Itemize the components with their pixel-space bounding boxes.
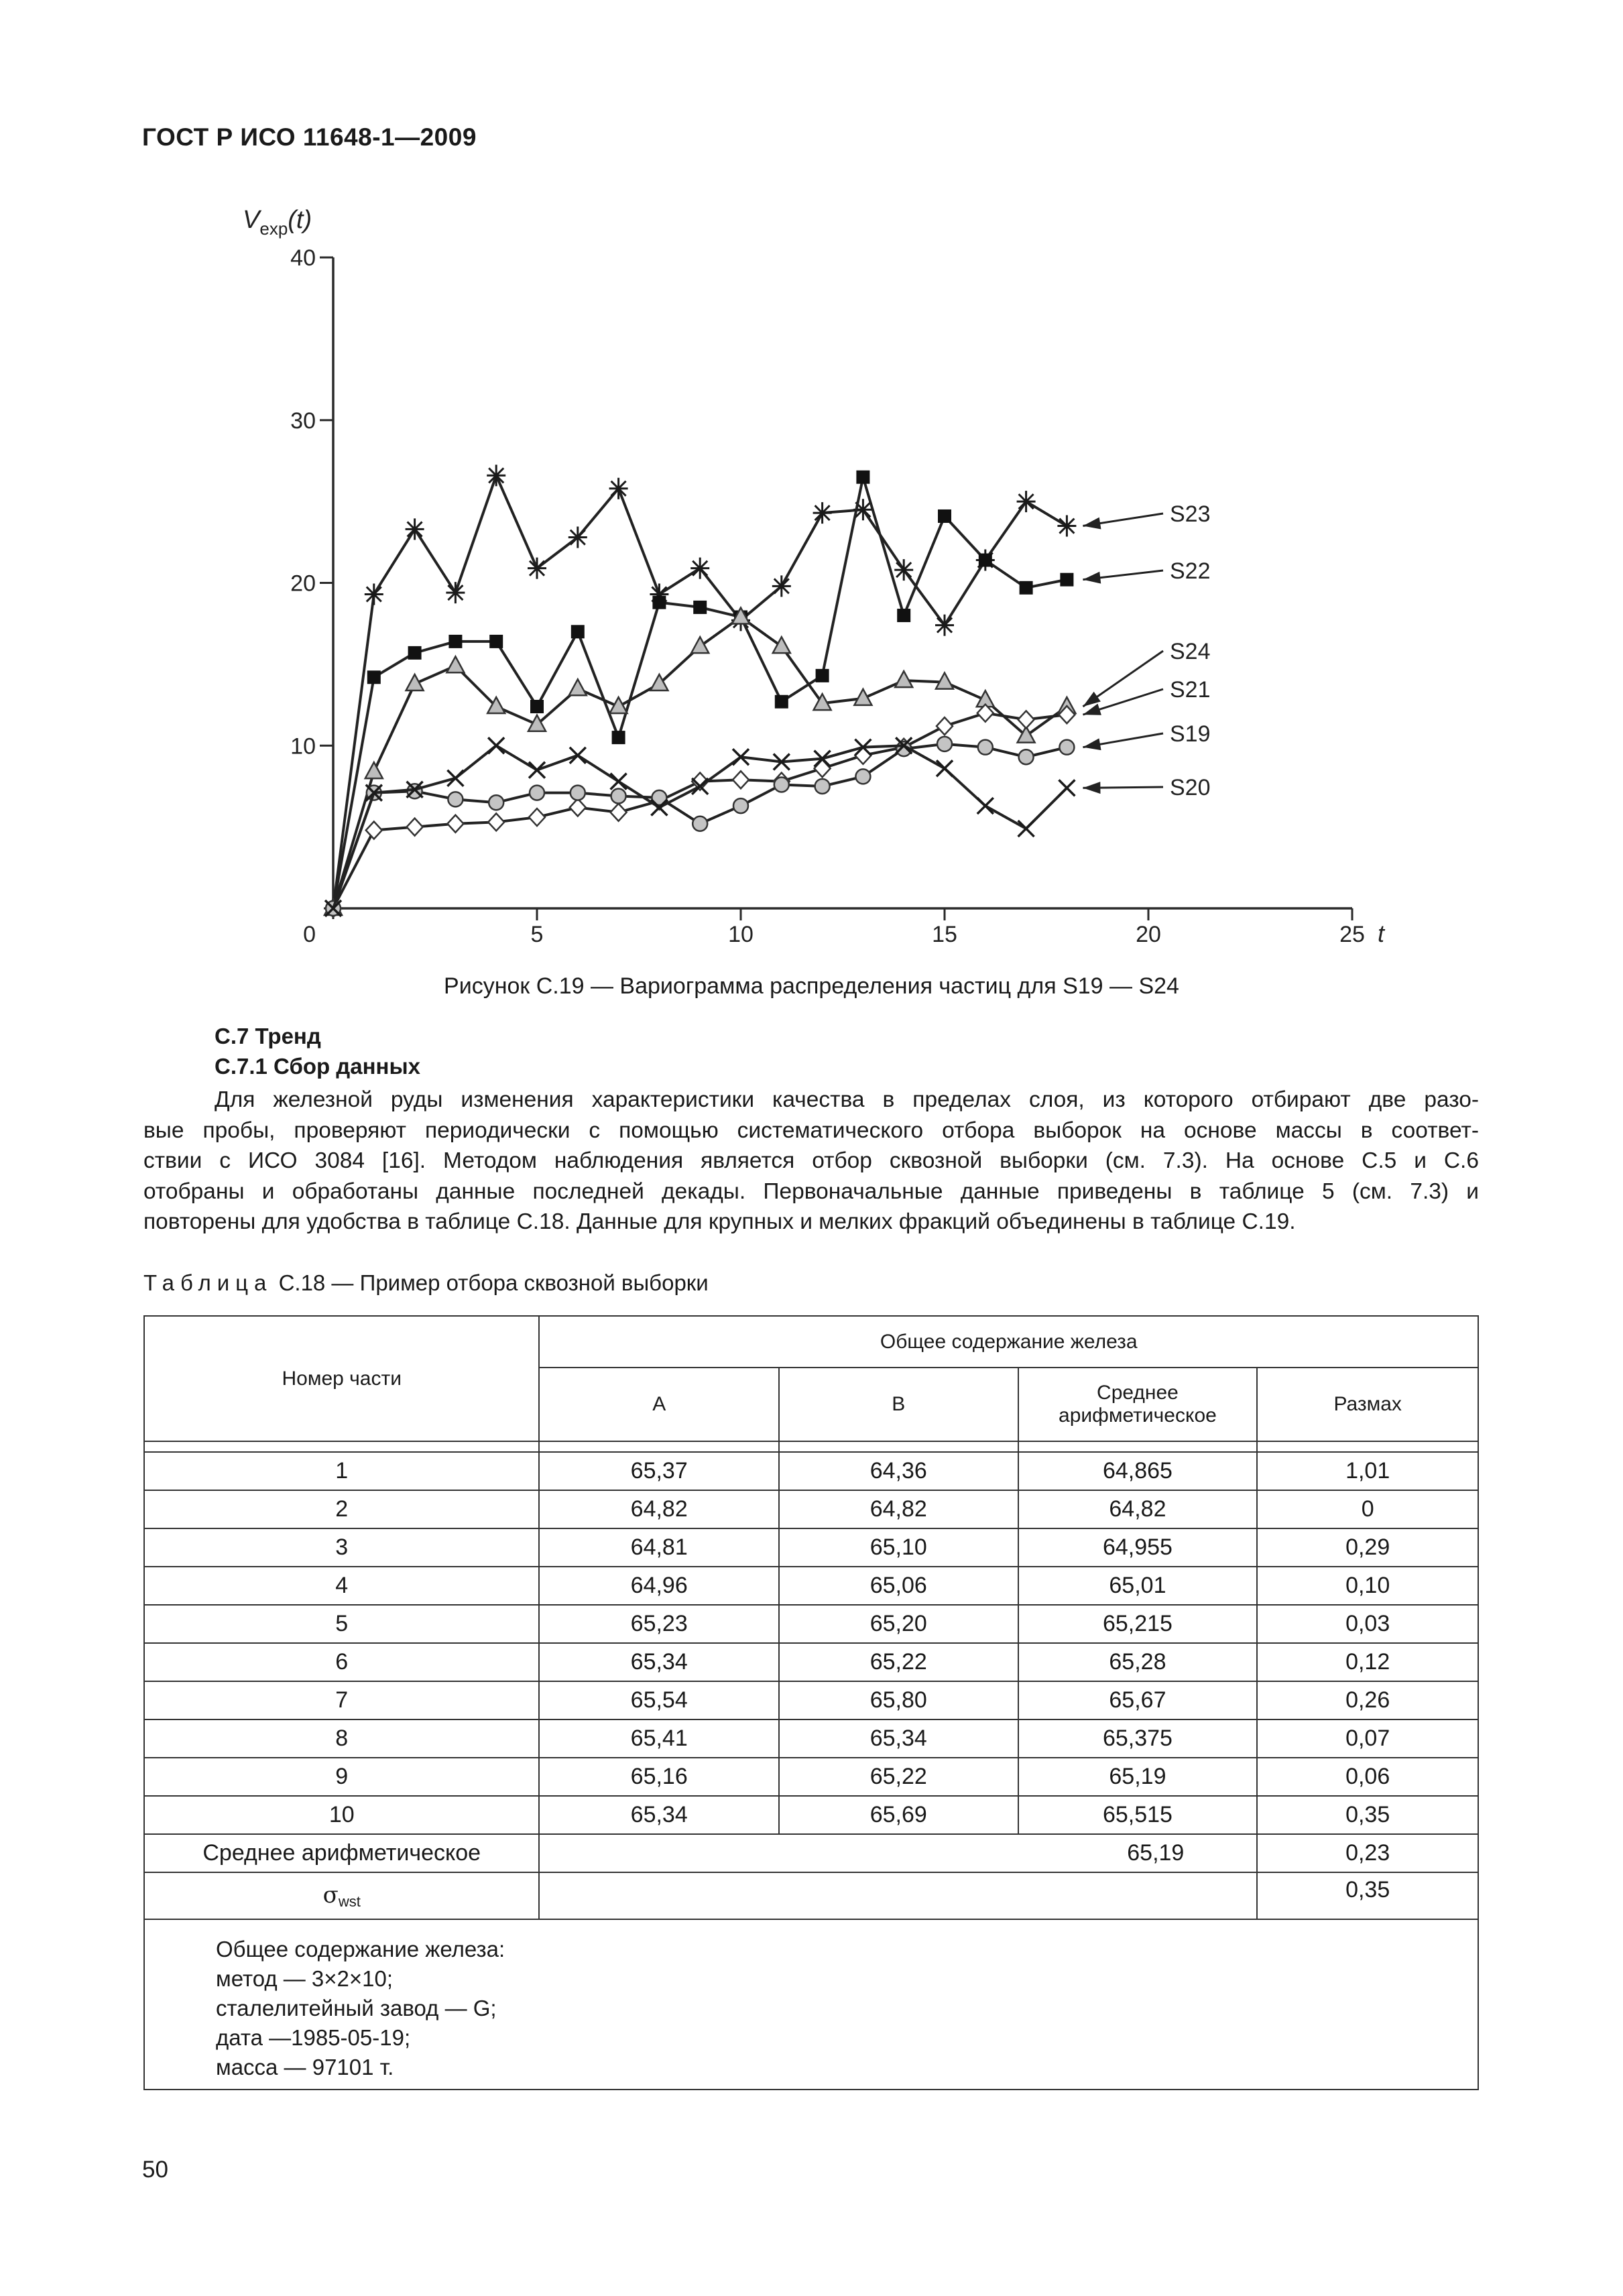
data-point: [611, 789, 626, 804]
data-point: [446, 582, 465, 603]
cell-range: 0,35: [1257, 1796, 1478, 1834]
cell-b: 65,69: [779, 1796, 1018, 1834]
cell-range: 0: [1257, 1490, 1478, 1528]
legend-label-s21: S21: [1170, 677, 1211, 703]
sigma-symbol: σ: [322, 1881, 339, 1909]
note-line: сталелитейный завод — G;: [216, 1996, 497, 2020]
note-line: метод — 3×2×10;: [216, 1966, 394, 1991]
header-mean-line1: Среднее: [1097, 1382, 1179, 1404]
data-point: [528, 558, 546, 579]
table-row: [144, 1528, 1478, 1567]
cell-range: 0,07: [1257, 1719, 1478, 1758]
data-point: [570, 747, 586, 764]
table-row: [144, 1758, 1478, 1796]
data-point: [978, 740, 993, 755]
table-row: [144, 1719, 1478, 1758]
data-point: [1059, 740, 1074, 755]
data-point: [937, 717, 953, 735]
cell-range: 0,12: [1257, 1643, 1478, 1681]
data-point: [894, 559, 913, 581]
data-point: [569, 679, 587, 695]
cell-b: 65,80: [779, 1681, 1018, 1719]
legend-arrowhead: [1083, 738, 1101, 750]
cell-b: 65,20: [779, 1605, 1018, 1643]
header-mean: [1018, 1368, 1258, 1441]
header-a: А: [539, 1368, 779, 1441]
y-tick-label: 20: [290, 570, 316, 597]
cell-part: 10: [144, 1796, 539, 1834]
series-s23: [324, 465, 1076, 919]
figure-caption: Рисунок С.19 — Вариограмма распределения частиц для S19 — S24: [444, 973, 1179, 999]
data-point: [856, 471, 869, 484]
data-point: [895, 671, 912, 687]
series-line: [333, 475, 1067, 908]
data-point: [977, 798, 994, 814]
data-point: [733, 771, 749, 788]
x-tick-label: 20: [1136, 922, 1161, 947]
page-number: 50: [142, 2157, 168, 2183]
chart-series: [324, 465, 1076, 919]
data-point: [733, 798, 748, 813]
cell-b: 65,22: [779, 1643, 1018, 1681]
cell-mean: 65,375: [1018, 1719, 1258, 1758]
data-point: [448, 792, 463, 806]
data-point: [1018, 821, 1034, 837]
cell-b: 65,06: [779, 1567, 1018, 1605]
table-row: [144, 1452, 1478, 1490]
series-s21: [325, 705, 1075, 917]
header-b: В: [779, 1368, 1018, 1441]
x-tick-label: 15: [932, 922, 957, 947]
data-point: [690, 558, 709, 579]
series-line: [333, 477, 1067, 908]
chart-legend: [1083, 501, 1210, 800]
table-caption-text: С.18 — Пример отбора сквозной выборки: [278, 1270, 709, 1295]
data-point: [774, 778, 789, 792]
cell-mean: 65,215: [1018, 1605, 1258, 1643]
data-point: [935, 615, 954, 636]
data-point: [1057, 516, 1076, 537]
table-row: [144, 1490, 1478, 1528]
sigma-label: [144, 1872, 539, 1919]
header-part-number: Номер части: [144, 1316, 539, 1441]
subsection-title: С.7.1 Сбор данных: [215, 1054, 421, 1079]
data-point: [609, 478, 628, 499]
cell-a: 64,96: [539, 1567, 779, 1605]
data-point: [773, 637, 790, 653]
cell-mean: 64,955: [1018, 1528, 1258, 1567]
cell-part: 4: [144, 1567, 539, 1605]
legend-arrowhead: [1083, 782, 1100, 794]
cell-mean: 64,82: [1018, 1490, 1258, 1528]
cell-mean: 65,19: [1018, 1758, 1258, 1796]
legend-arrowhead: [1083, 692, 1100, 707]
body-paragraph: [143, 1085, 1479, 1237]
data-point: [937, 737, 952, 751]
data-point: [568, 527, 587, 548]
data-point: [815, 760, 831, 777]
table-row: [144, 1681, 1478, 1719]
data-point: [611, 804, 627, 821]
series-s22: [326, 471, 1073, 915]
data-point: [938, 509, 951, 523]
sampling-table: [143, 1315, 1479, 2090]
data-point: [1017, 491, 1036, 512]
x-tick-label: 5: [530, 922, 544, 947]
header-range: Размах: [1257, 1368, 1478, 1441]
data-point: [1020, 581, 1033, 595]
cell-mean: 65,01: [1018, 1567, 1258, 1605]
data-point: [448, 635, 462, 648]
data-point: [1019, 749, 1034, 764]
x-tick-label: 0: [303, 922, 316, 947]
data-point: [446, 656, 464, 672]
y-tick-label: 40: [290, 245, 316, 271]
cell-mean: 65,67: [1018, 1681, 1258, 1719]
data-point: [611, 774, 627, 790]
cell-b: 65,10: [779, 1528, 1018, 1567]
variogram-chart: [0, 0, 1623, 965]
cell-part: 3: [144, 1528, 539, 1567]
cell-mean: 65,28: [1018, 1643, 1258, 1681]
note-line: дата —1985-05-19;: [216, 2025, 411, 2050]
sigma-subscript: wst: [338, 1892, 361, 1910]
data-point: [813, 502, 832, 524]
x-axis-label: t: [1378, 920, 1385, 947]
note-line: масса — 97101 т.: [216, 2055, 394, 2079]
table-row: [144, 1796, 1478, 1834]
data-point: [937, 760, 953, 776]
y-tick-label: 30: [290, 408, 316, 434]
cell-a: 65,34: [539, 1643, 779, 1681]
series-line: [333, 713, 1067, 908]
legend-label-s19: S19: [1170, 721, 1211, 747]
section-title: С.7 Тренд: [215, 1024, 321, 1048]
header-mean-line2: арифметическое: [1059, 1404, 1217, 1427]
document-header: ГОСТ Р ИСО 11648-1—2009: [142, 123, 477, 151]
table-caption: [143, 1270, 709, 1296]
data-point: [529, 762, 545, 778]
data-point: [772, 575, 791, 597]
cell-range: 0,26: [1257, 1681, 1478, 1719]
data-point: [447, 770, 463, 786]
data-point: [487, 465, 505, 486]
cell-range: 0,03: [1257, 1605, 1478, 1643]
data-point: [365, 762, 383, 778]
paragraph-line: отобраны и обработаны данные последней декады. Первоначальные данные приведены в таблице 5 (см. 7.3) и: [143, 1179, 1479, 1204]
cell-range: 0,06: [1257, 1758, 1478, 1796]
cell-mean: 65,515: [1018, 1796, 1258, 1834]
table-row: [144, 1643, 1478, 1681]
cell-part: 7: [144, 1681, 539, 1719]
cell-a: 65,34: [539, 1796, 779, 1834]
table-row: [144, 1567, 1478, 1605]
data-point: [693, 601, 707, 614]
data-point: [691, 637, 709, 653]
data-point: [408, 646, 422, 660]
cell-range: 0,29: [1257, 1528, 1478, 1567]
data-point: [612, 731, 625, 744]
cell-range: 0,10: [1257, 1567, 1478, 1605]
cell-mean: 64,865: [1018, 1452, 1258, 1490]
series-line: [333, 617, 1067, 908]
cell-a: 65,37: [539, 1452, 779, 1490]
data-point: [897, 609, 910, 622]
data-point: [365, 583, 383, 605]
table-notes: [144, 1919, 1478, 2090]
paragraph-line: Для железной руды изменения характеристики качества в пределах слоя, из которого отбирают две разо-: [215, 1087, 1479, 1112]
data-point: [855, 769, 870, 784]
table-caption-word: Таблица: [143, 1270, 273, 1295]
data-point: [652, 596, 666, 609]
legend-label-s22: S22: [1170, 558, 1211, 584]
cell-b: 65,22: [779, 1758, 1018, 1796]
paragraph-line: ствии с ИСО 3084 [16]. Методом наблюдения является отбор сквозной выборки (см. 7.3). На основе С.5 и С.6: [143, 1148, 1479, 1173]
legend-label-s24: S24: [1170, 639, 1211, 664]
legend-label-s23: S23: [1170, 501, 1211, 527]
legend-label-s20: S20: [1170, 775, 1211, 800]
cell-a: 65,16: [539, 1758, 779, 1796]
data-point: [979, 554, 992, 567]
cell-part: 8: [144, 1719, 539, 1758]
cell-part: 6: [144, 1643, 539, 1681]
data-point: [570, 798, 586, 816]
series-s24: [324, 607, 1075, 915]
cell-a: 65,41: [539, 1719, 779, 1758]
data-point: [775, 695, 788, 709]
cell-part: 1: [144, 1452, 539, 1490]
data-point: [489, 635, 503, 648]
x-tick-label: 10: [728, 922, 754, 947]
data-point: [529, 808, 545, 826]
y-axis-label: $V_{exp}(t)$: [243, 206, 312, 239]
legend-arrowhead: [1083, 572, 1101, 584]
data-point: [693, 817, 707, 831]
cell-b: 64,82: [779, 1490, 1018, 1528]
table-row: [144, 1605, 1478, 1643]
cell-part: 2: [144, 1490, 539, 1528]
data-point: [530, 786, 544, 800]
mean-value: 65,19: [539, 1834, 1257, 1872]
legend-arrowhead: [1083, 518, 1101, 530]
cell-b: 64,36: [779, 1452, 1018, 1490]
data-point: [406, 518, 424, 540]
data-point: [815, 779, 830, 794]
paragraph-line: повторены для удобства в таблице С.18. Данные для крупных и мелких фракций объединены в таблице С.19.: [143, 1209, 1296, 1234]
cell-a: 65,54: [539, 1681, 779, 1719]
mean-range: 0,23: [1257, 1834, 1478, 1872]
data-point: [366, 821, 382, 839]
paragraph-line: вые пробы, проверяют периодически с помощью систематического отбора выборок на основе массы в соответ-: [143, 1117, 1479, 1143]
data-point: [489, 795, 503, 810]
data-point: [447, 815, 463, 833]
cell-a: 64,82: [539, 1490, 779, 1528]
data-point: [571, 625, 585, 638]
sigma-value: 0,35: [1257, 1872, 1478, 1919]
header-total-iron: Общее содержание железа: [539, 1316, 1478, 1368]
cell-b: 65,34: [779, 1719, 1018, 1758]
cell-a: 65,23: [539, 1605, 779, 1643]
cell-a: 64,81: [539, 1528, 779, 1567]
cell-range: 1,01: [1257, 1452, 1478, 1490]
data-point: [816, 669, 829, 682]
data-point: [1059, 780, 1075, 796]
data-point: [1060, 573, 1073, 587]
x-tick-label: 25: [1339, 922, 1365, 947]
note-line: Общее содержание железа:: [216, 1937, 505, 1961]
data-point: [488, 813, 504, 831]
data-point: [1018, 711, 1034, 728]
cell-part: 9: [144, 1758, 539, 1796]
cell-part: 5: [144, 1605, 539, 1643]
data-point: [488, 737, 504, 753]
data-point: [530, 700, 544, 713]
y-tick-label: 10: [290, 733, 316, 760]
data-point: [367, 670, 381, 684]
table-rows: [144, 1452, 1478, 1834]
data-point: [407, 819, 423, 836]
mean-label: Среднее арифметическое: [144, 1834, 539, 1872]
data-point: [570, 786, 585, 800]
